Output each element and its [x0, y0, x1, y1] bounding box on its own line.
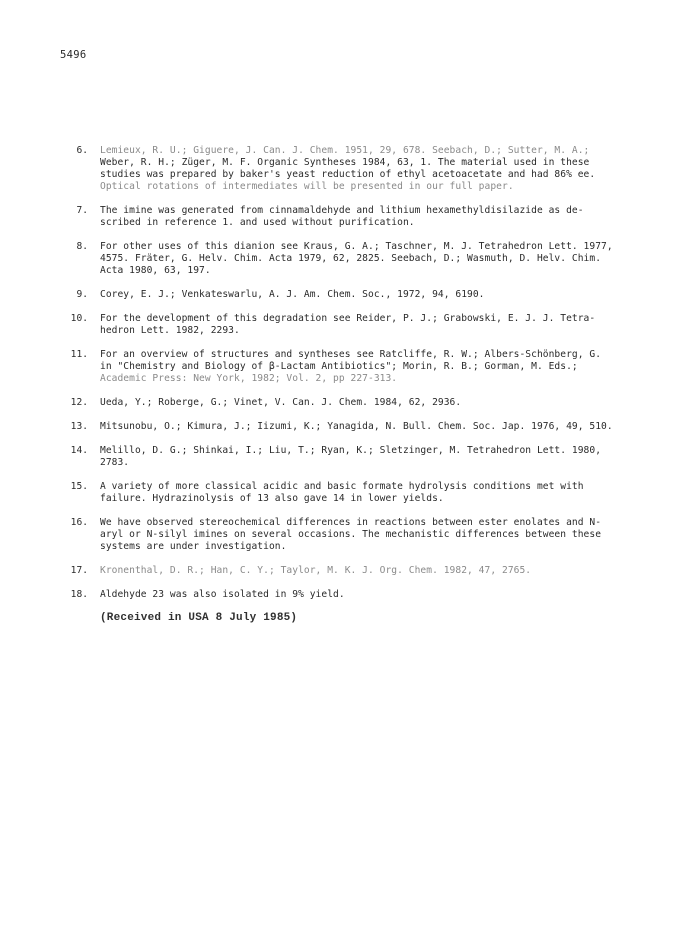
reference-number: 16. — [70, 517, 88, 528]
reference-18 — [60, 589, 620, 601]
reference-line: 4575. Fräter, G. Helv. Chim. Acta 1979, 62, 2825. Seebach, D.; Wasmuth, D. Helv. Chim. — [100, 253, 602, 264]
reference-number: 6. — [76, 145, 88, 156]
reference-line: in "Chemistry and Biology of β-Lactam Antibiotics"; Morin, R. B.; Gorman, M. Eds.; — [100, 361, 578, 372]
reference-line: Optical rotations of intermediates will be presented in our full paper. — [100, 181, 514, 192]
references-list — [60, 145, 620, 613]
reference-line: For the development of this degradation see Reider, P. J.; Grabowski, E. J. J. Tetra- — [100, 313, 596, 324]
reference-line: The imine was generated from cinnamaldehyde and lithium hexamethyldisilazide as de- — [100, 205, 584, 216]
reference-number: 15. — [70, 481, 88, 492]
reference-9 — [60, 289, 620, 301]
reference-number: 13. — [70, 421, 88, 432]
reference-line: Corey, E. J.; Venkateswarlu, A. J. Am. Chem. Soc., 1972, 94, 6190. — [100, 289, 485, 300]
reference-number: 10. — [70, 313, 88, 324]
reference-number: 7. — [76, 205, 88, 216]
reference-line: For other uses of this dianion see Kraus, G. A.; Taschner, M. J. Tetrahedron Lett. 1977, — [100, 241, 613, 252]
reference-line: Ueda, Y.; Roberge, G.; Vinet, V. Can. J. Chem. 1984, 62, 2936. — [100, 397, 462, 408]
reference-line: scribed in reference 1. and used without purification. — [100, 217, 415, 228]
reference-12 — [60, 397, 620, 409]
reference-line: hedron Lett. 1982, 2293. — [100, 325, 240, 336]
reference-line: A variety of more classical acidic and basic formate hydrolysis conditions met with — [100, 481, 584, 492]
reference-line: We have observed stereochemical differences in reactions between ester enolates and N- — [100, 517, 602, 528]
reference-line: aryl or N-silyl imines on several occasions. The mechanistic differences between these — [100, 529, 602, 540]
received-date: (Received in USA 8 July 1985) — [100, 612, 298, 624]
reference-15 — [60, 481, 620, 505]
reference-line: studies was prepared by baker's yeast reduction of ethyl acetoacetate and had 86% ee. — [100, 169, 596, 180]
reference-line: Kronenthal, D. R.; Han, C. Y.; Taylor, M. K. J. Org. Chem. 1982, 47, 2765. — [100, 565, 532, 576]
reference-number: 9. — [76, 289, 88, 300]
reference-line: Academic Press: New York, 1982; Vol. 2, pp 227-313. — [100, 373, 398, 384]
reference-line: Aldehyde 23 was also isolated in 9% yield. — [100, 589, 345, 600]
reference-17 — [60, 565, 620, 577]
reference-line: Melillo, D. G.; Shinkai, I.; Liu, T.; Ryan, K.; Sletzinger, M. Tetrahedron Lett. 1980, — [100, 445, 602, 456]
reference-line: Acta 1980, 63, 197. — [100, 265, 211, 276]
reference-line: Mitsunobu, O.; Kimura, J.; Iizumi, K.; Yanagida, N. Bull. Chem. Soc. Jap. 1976, 49, 510. — [100, 421, 613, 432]
reference-line: 2783. — [100, 457, 130, 468]
reference-10 — [60, 313, 620, 337]
reference-6 — [60, 145, 620, 193]
reference-13 — [60, 421, 620, 433]
reference-number: 11. — [70, 349, 88, 360]
reference-line: For an overview of structures and syntheses see Ratcliffe, R. W.; Albers-Schönberg, G. — [100, 349, 602, 360]
page-number: 5496 — [60, 49, 87, 61]
reference-number: 8. — [76, 241, 88, 252]
reference-line: Lemieux, R. U.; Giguere, J. Can. J. Chem. 1951, 29, 678. Seebach, D.; Sutter, M. A.; — [100, 145, 590, 156]
reference-16 — [60, 517, 620, 553]
reference-line: failure. Hydrazinolysis of 13 also gave 14 in lower yields. — [100, 493, 444, 504]
reference-number: 18. — [70, 589, 88, 600]
reference-14 — [60, 445, 620, 469]
reference-number: 12. — [70, 397, 88, 408]
reference-number: 14. — [70, 445, 88, 456]
reference-line: systems are under investigation. — [100, 541, 287, 552]
reference-number: 17. — [70, 565, 88, 576]
reference-11 — [60, 349, 620, 385]
reference-7 — [60, 205, 620, 229]
reference-line: Weber, R. H.; Züger, M. F. Organic Syntheses 1984, 63, 1. The material used in these — [100, 157, 590, 168]
reference-8 — [60, 241, 620, 277]
